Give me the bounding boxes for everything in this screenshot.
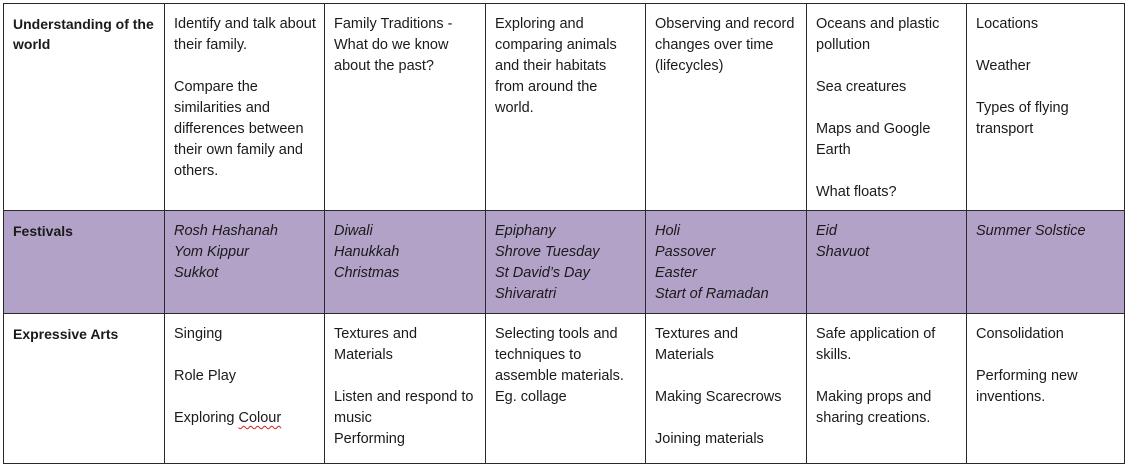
cell-text: Selecting tools and techniques to assemble materials. [495, 326, 624, 384]
cell-text: Identify and talk about their family. [174, 16, 320, 53]
table-cell [486, 4, 646, 211]
cell-text: Shrove Tuesday [495, 244, 600, 260]
table-cell [967, 211, 1125, 314]
cell-text: Weather [976, 58, 1031, 74]
table-cell [646, 211, 807, 314]
table-cell [807, 4, 967, 211]
paragraph-gap [816, 98, 958, 119]
row-expressive-arts [4, 314, 1125, 464]
paragraph-gap [174, 56, 316, 77]
table-cell [165, 211, 325, 314]
cell-text: Start of Ramadan [655, 286, 769, 302]
cell-text: Family Traditions - What do we know about the past? [334, 16, 457, 74]
cell-text: What floats? [816, 184, 897, 200]
cell-text: Yom Kippur [174, 244, 249, 260]
cell-text: Christmas [334, 265, 400, 281]
table-cell [807, 211, 967, 314]
cell-text: Sea creatures [816, 79, 907, 95]
spellcheck-underline: Colour [238, 410, 282, 426]
cell-text: Eid [816, 223, 837, 239]
paragraph-gap [334, 366, 477, 387]
cell-text: St David’s Day [495, 265, 590, 281]
cell-text: Safe application of skills. [816, 326, 940, 363]
table-cell [807, 314, 967, 464]
paragraph-gap [976, 345, 1116, 366]
cell-text: Eg. collage [495, 389, 567, 405]
cell-text: Observing and record changes over time (lifecycles) [655, 16, 799, 74]
paragraph-gap [174, 387, 316, 408]
row-understanding-of-the-world [4, 4, 1125, 211]
paragraph-gap [174, 345, 316, 366]
table-cell [165, 4, 325, 211]
cell-text: Making props and sharing creations. [816, 389, 936, 426]
table-cell [325, 211, 486, 314]
table-cell [325, 4, 486, 211]
table-cell [967, 4, 1125, 211]
cell-text: Holi [655, 223, 680, 239]
paragraph-gap [816, 56, 958, 77]
cell-text: Consolidation [976, 326, 1064, 342]
table-cell [325, 314, 486, 464]
table-cell [646, 314, 807, 464]
cell-text: Passover [655, 244, 716, 260]
cell-text: Role Play [174, 368, 237, 384]
cell-text: Easter [655, 265, 697, 281]
row-festivals [4, 211, 1125, 314]
row-heading: Expressive Arts [4, 314, 165, 464]
row-heading: Understanding of the world [4, 4, 165, 211]
cell-text: Epiphany [495, 223, 556, 239]
cell-text: Exploring and comparing animals and their habitats from around the world. [495, 16, 621, 116]
table-cell [486, 314, 646, 464]
table-cell [646, 4, 807, 211]
cell-text: Shivaratri [495, 286, 557, 302]
cell-text: Textures and Materials [655, 326, 743, 363]
cell-text: Performing new inventions. [976, 368, 1082, 405]
cell-text: Shavuot [816, 244, 870, 260]
cell-text: Hanukkah [334, 244, 400, 260]
cell-text: Oceans and plastic pollution [816, 16, 944, 53]
paragraph-gap [976, 77, 1116, 98]
paragraph-gap [655, 408, 798, 429]
cell-text: Types of flying transport [976, 100, 1073, 137]
curriculum-table [3, 3, 1125, 464]
cell-text: Sukkot [174, 265, 219, 281]
cell-text: Locations [976, 16, 1039, 32]
paragraph-gap [816, 161, 958, 182]
cell-text: Singing [174, 326, 223, 342]
row-heading: Festivals [4, 211, 165, 314]
cell-text: Rosh Hashanah [174, 223, 278, 239]
cell-text: Listen and respond to music [334, 389, 478, 426]
cell-text: Summer Solstice [976, 223, 1086, 239]
table-cell [486, 211, 646, 314]
paragraph-gap [655, 366, 798, 387]
cell-text: Joining materials [655, 431, 764, 447]
paragraph-gap [816, 366, 958, 387]
cell-text: Making Scarecrows [655, 389, 782, 405]
cell-text: Diwali [334, 223, 373, 239]
cell-text: Performing [334, 431, 405, 447]
cell-text: Maps and Google Earth [816, 121, 935, 158]
cell-text: Exploring Colour [174, 410, 282, 426]
paragraph-gap [976, 35, 1116, 56]
cell-text: Textures and Materials [334, 326, 422, 363]
cell-text: Compare the similarities and differences between their own family and others. [174, 79, 308, 179]
table-cell [165, 314, 325, 464]
table-cell [967, 314, 1125, 464]
